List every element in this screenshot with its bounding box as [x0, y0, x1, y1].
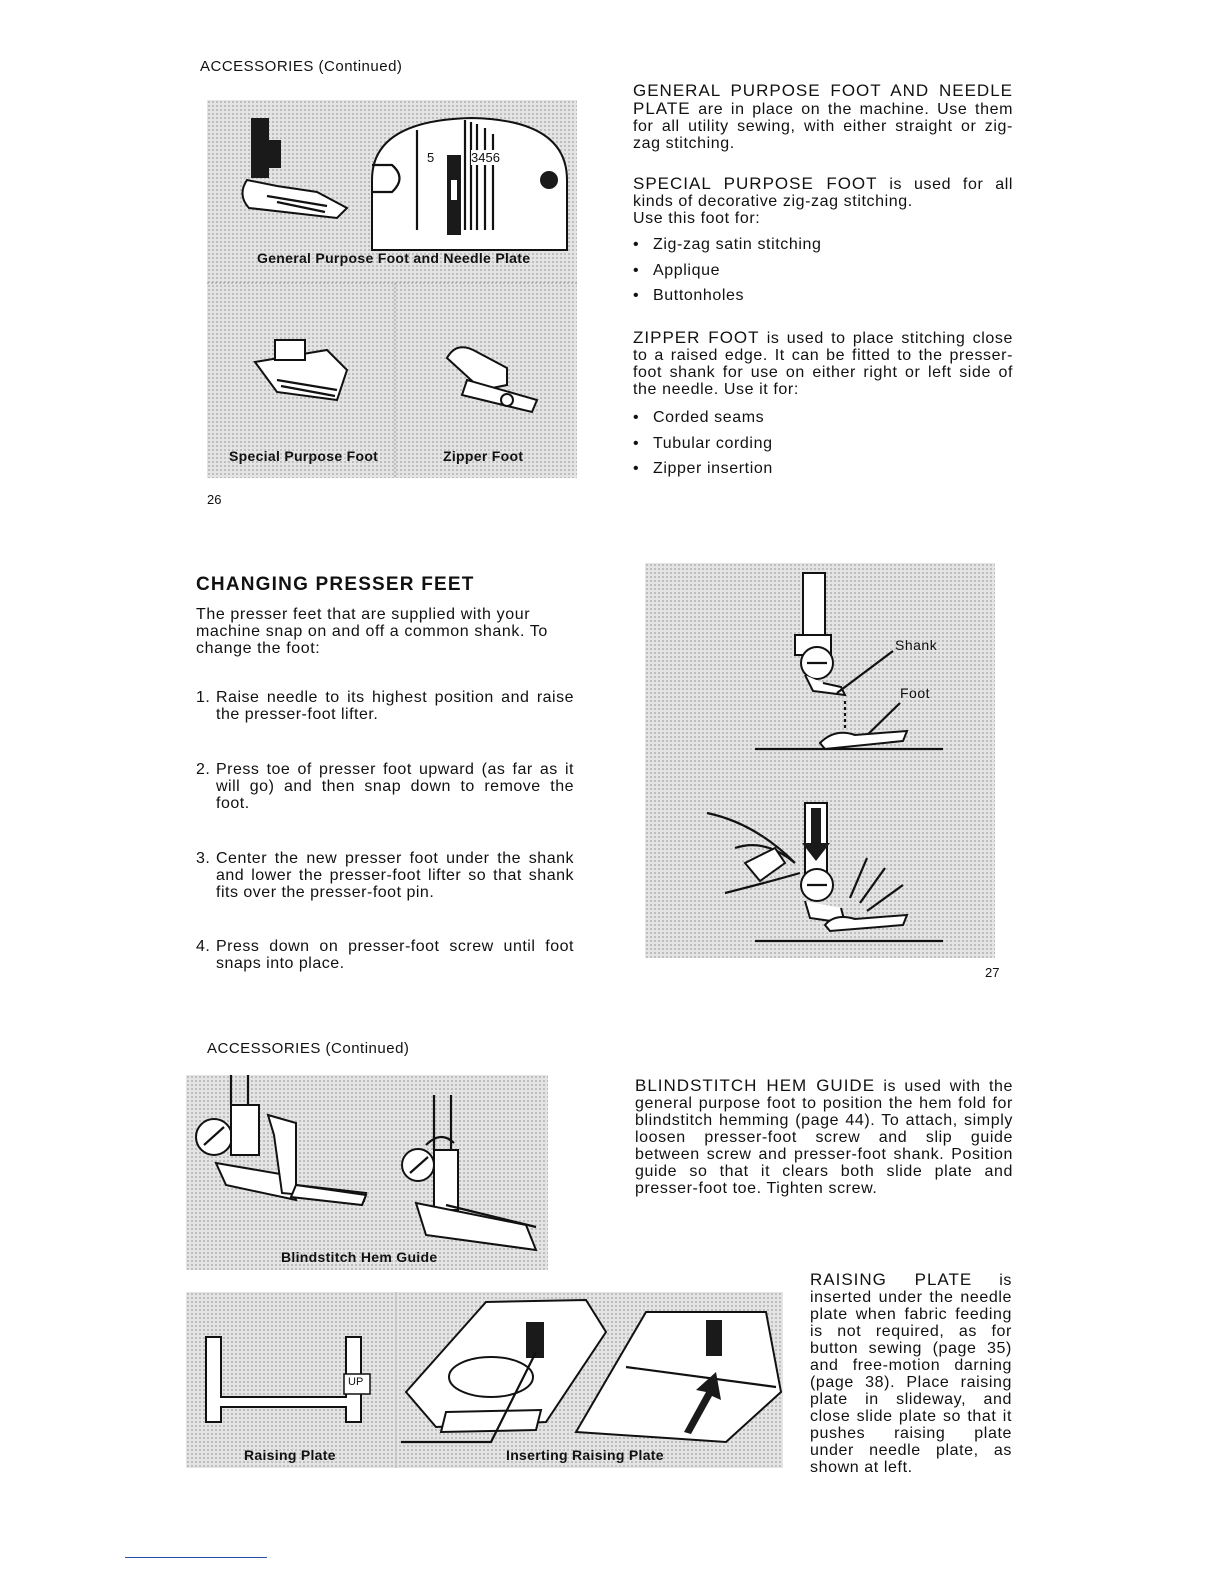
- special-purpose-text: is used for all kinds of decorative zig-zag stitching.: [633, 176, 1014, 210]
- blindstitch-paragraph: [635, 1077, 1013, 1197]
- step-number: 2.: [196, 761, 211, 778]
- raising-plate-drawing: [206, 1337, 370, 1422]
- accessories-illustration: [207, 100, 577, 478]
- page26-number: 26: [207, 492, 222, 507]
- general-purpose-foot-drawing: [242, 118, 347, 218]
- changing-intro: The presser feet that are supplied with your machine snap on and off a common shank. To change the foot:: [196, 606, 548, 657]
- raising-plate-text: is inserted under the needle plate when fabric feeding is not required, as for button sewing (page 35) and free-motion darning (page 38). Place raising plate in slideway, and close slide plate so that it pushes raising plate under needle plate, as shown at left.: [810, 1272, 1012, 1476]
- plate-marking-right: 3456: [471, 150, 500, 165]
- pressing-drawing: [707, 803, 907, 931]
- page28-header: ACCESSORIES (Continued): [207, 1040, 410, 1057]
- blindstitch-illustration: [186, 1075, 548, 1270]
- shank-drawing: [795, 573, 845, 695]
- plate-marking-left: 5: [427, 150, 435, 165]
- caption-general-purpose: General Purpose Foot and Needle Plate: [257, 250, 531, 266]
- zipper-foot-lead: ZIPPER FOOT: [633, 328, 760, 347]
- special-purpose-lead: SPECIAL PURPOSE FOOT: [633, 174, 878, 193]
- foot-drawing: [820, 731, 907, 749]
- inserting-plate-left-drawing: [401, 1300, 606, 1442]
- foot-label: Foot: [900, 685, 931, 701]
- raising-plate-illustration: [186, 1292, 783, 1468]
- blindstitch-lead: BLINDSTITCH HEM GUIDE: [635, 1076, 876, 1095]
- accessories-photo: [207, 100, 577, 478]
- blindstitch-left-drawing: [196, 1075, 366, 1205]
- step-text: Center the new presser foot under the shank and lower the presser-foot lifter so that shank fits over the presser-foot pin.: [216, 850, 574, 901]
- special-purpose-paragraph: [633, 175, 1013, 227]
- blindstitch-text: is used with the general purpose foot to position the hem fold for blindstitch hemming (page 44). To attach, simply loosen presser-foot screw and slip guide between screw and presser-foot shank. Position guide so that it clears both slide plate and presser-foot toe. Tighten screw.: [635, 1078, 1013, 1197]
- changing-feet-photo: [645, 563, 995, 958]
- raising-plate-paragraph: [810, 1271, 1012, 1476]
- changing-presser-feet-title: CHANGING PRESSER FEET: [196, 574, 475, 595]
- list-item: • Zig-zag satin stitching: [633, 235, 1013, 261]
- caption-zipper-foot: Zipper Foot: [443, 448, 524, 464]
- up-label: UP: [348, 1376, 364, 1388]
- changing-feet-illustration: [645, 563, 995, 958]
- list-item: • Tubular cording: [633, 434, 1013, 460]
- blindstitch-photo: [186, 1075, 548, 1270]
- page-divider: [125, 1557, 267, 1558]
- step-text: Press toe of presser foot upward (as far as it will go) and then snap down to remove the foot.: [216, 761, 574, 812]
- general-purpose-lead: GENERAL PURPOSE FOOT AND NEEDLE PLATE: [633, 81, 1013, 118]
- list-item: • Applique: [633, 261, 1013, 287]
- step-number: 4.: [196, 938, 211, 955]
- page26-header: ACCESSORIES (Continued): [200, 58, 403, 75]
- step-item: [196, 761, 574, 812]
- blindstitch-right-drawing: [402, 1095, 536, 1250]
- step-item: [196, 938, 574, 972]
- step-text: Press down on presser-foot screw until foot snaps into place.: [216, 938, 574, 972]
- list-item: • Buttonholes: [633, 286, 1013, 312]
- step-item: [196, 689, 574, 723]
- special-purpose-bullets: [633, 235, 1013, 312]
- caption-blindstitch: Blindstitch Hem Guide: [281, 1249, 438, 1265]
- caption-inserting-raising-plate: Inserting Raising Plate: [506, 1447, 664, 1463]
- zipper-foot-bullets: [633, 408, 1013, 485]
- raising-plate-lead: RAISING PLATE: [810, 1270, 973, 1289]
- caption-special-purpose: Special Purpose Foot: [229, 448, 379, 464]
- general-purpose-text: are in place on the machine. Use them for all utility sewing, with either straight or zig-zag stitching.: [633, 101, 1013, 152]
- step-number: 1.: [196, 689, 211, 706]
- special-purpose-foot-drawing: [255, 340, 347, 400]
- list-item: • Corded seams: [633, 408, 1013, 434]
- zipper-foot-paragraph: [633, 329, 1013, 398]
- caption-raising-plate: Raising Plate: [244, 1447, 336, 1463]
- step-item: [196, 850, 574, 901]
- step-text: Raise needle to its highest position and raise the presser-foot lifter.: [216, 689, 574, 723]
- page27-number: 27: [985, 965, 1000, 980]
- step-number: 3.: [196, 850, 211, 867]
- raising-plate-photo: [186, 1292, 783, 1468]
- zipper-foot-drawing: [447, 347, 537, 412]
- special-purpose-use: Use this foot for:: [633, 210, 761, 227]
- zipper-foot-text: is used to place stitching close to a raised edge. It can be fitted to the presser-foot shank for use on either right or left side of the needle. Use it for:: [633, 330, 1013, 398]
- general-purpose-paragraph: [633, 82, 1013, 152]
- shank-label: Shank: [895, 637, 938, 653]
- needle-plate-drawing: [372, 118, 567, 250]
- list-item: • Zipper insertion: [633, 459, 1013, 485]
